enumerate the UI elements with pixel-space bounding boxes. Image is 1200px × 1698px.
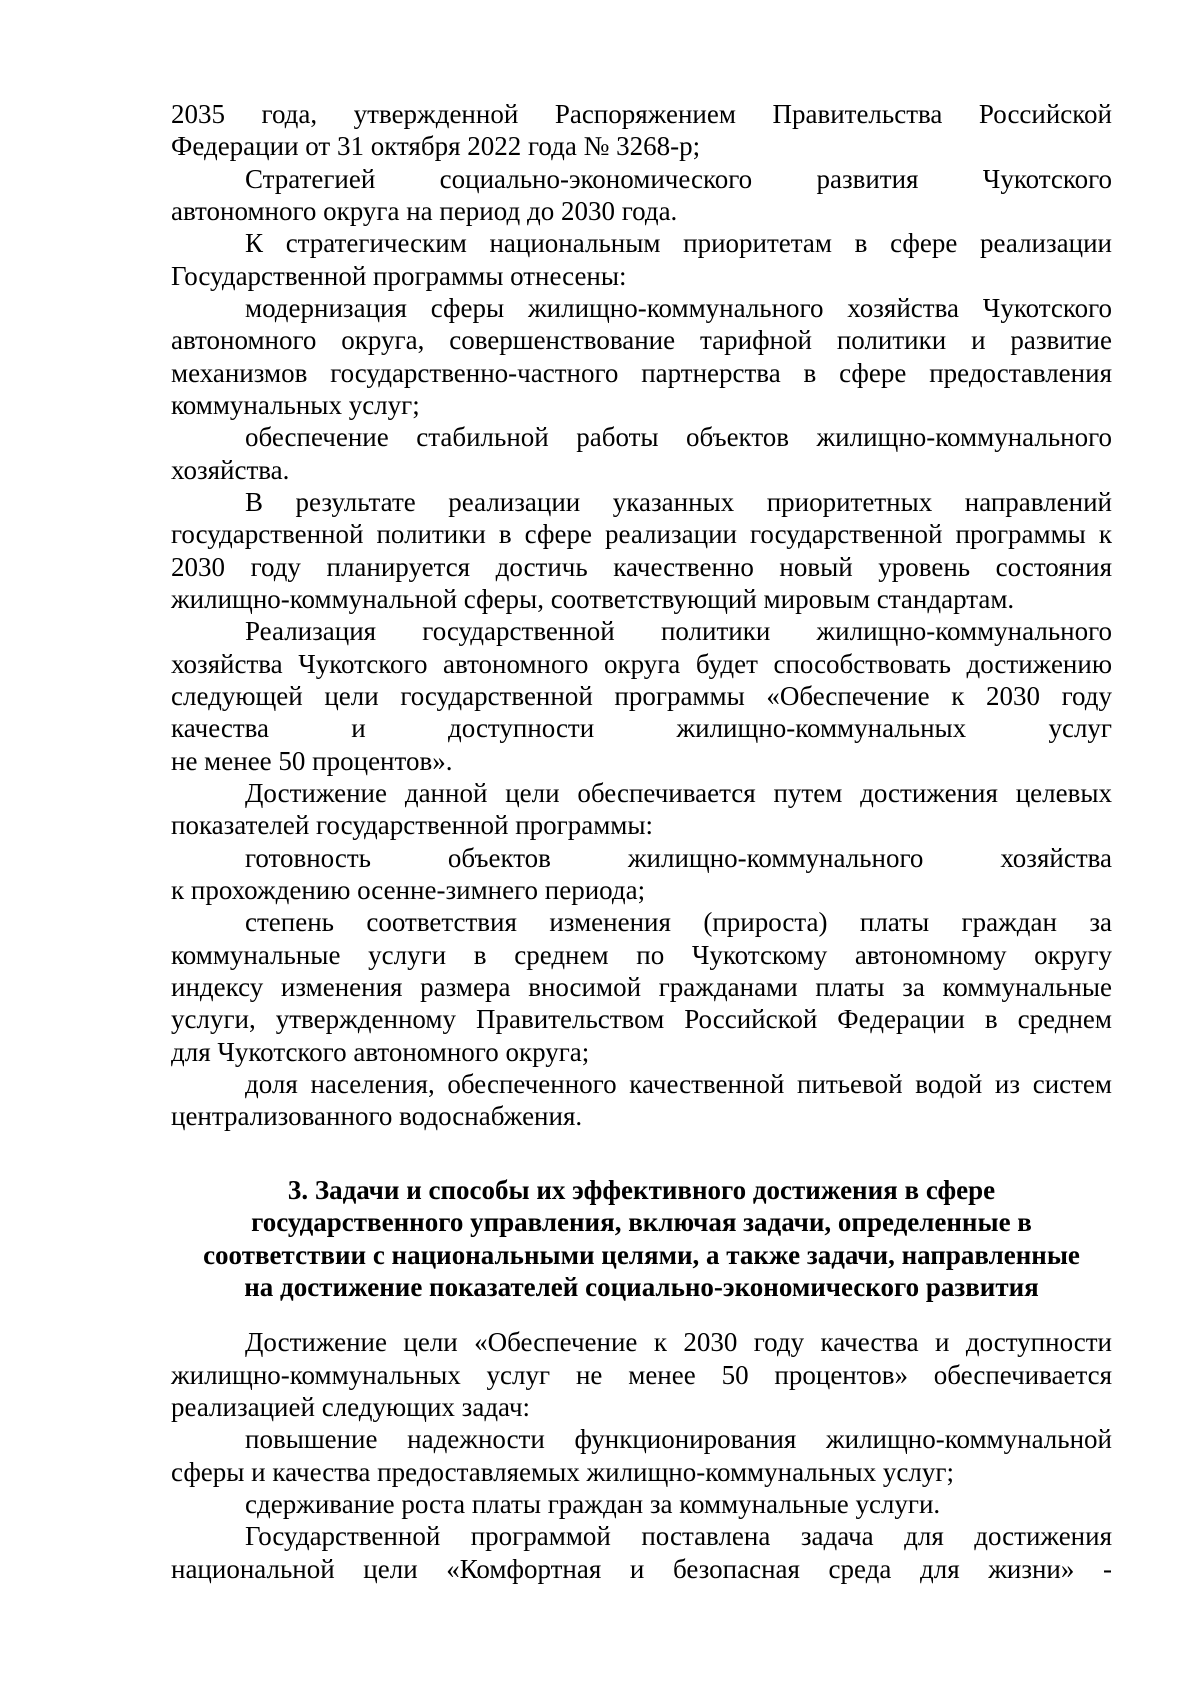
text-line: качества и доступности жилищно-коммунальных услуг <box>171 713 1112 743</box>
heading-line: на достижение показателей социально-экономического развития <box>244 1272 1039 1302</box>
text-line: хозяйства Чукотского автономного округа будет способствовать достижению <box>171 649 1112 679</box>
text-line: национальной цели «Комфортная и безопасная среда для жизни» - <box>171 1554 1112 1584</box>
text-line: Реализация государственной политики жилищно-коммунального <box>245 616 1112 646</box>
text-line: готовность объектов жилищно-коммунального хозяйства <box>245 843 1112 873</box>
text-line: автономного округа на период до 2030 года. <box>171 196 678 226</box>
text-line: 2035 года, утвержденной Распоряжением Правительства Российской <box>171 99 1112 129</box>
text-line: услуги, утвержденному Правительством Российской Федерации в среднем <box>171 1004 1112 1034</box>
text-line: Федерации от 31 октября 2022 года № 3268-р; <box>171 131 701 161</box>
text-line: государственной политики в сфере реализации государственной программы к <box>171 519 1112 549</box>
text-line: Стратегией социально-экономического развития Чукотского <box>245 164 1112 194</box>
text-line: повышение надежности функционирования жилищно-коммунальной <box>245 1424 1112 1454</box>
text-line: сдерживание роста платы граждан за коммунальные услуги. <box>245 1489 941 1519</box>
text-line: следующей цели государственной программы «Обеспечение к 2030 году <box>171 681 1112 711</box>
heading-line: соответствии с национальными целями, а также задачи, направленные <box>203 1240 1080 1270</box>
text-line: показателей государственной программы: <box>171 810 654 840</box>
text-line: централизованного водоснабжения. <box>171 1101 583 1131</box>
text-line: хозяйства. <box>171 455 290 485</box>
text-line: К стратегическим национальным приоритетам в сфере реализации <box>245 228 1112 258</box>
text-line: коммунальные услуги в среднем по Чукотскому автономному округу <box>171 940 1112 970</box>
text-line: автономного округа, совершенствование тарифной политики и развитие <box>171 325 1112 355</box>
text-line: Достижение данной цели обеспечивается путем достижения целевых <box>245 778 1112 808</box>
text-line: 2030 году планируется достичь качественно новый уровень состояния <box>171 552 1112 582</box>
text-line: Государственной программы отнесены: <box>171 261 627 291</box>
text-line: к прохождению осенне-зимнего периода; <box>171 875 646 905</box>
text-line: степень соответствия изменения (прироста) платы граждан за <box>245 907 1112 937</box>
text-line: Государственной программой поставлена задача для достижения <box>245 1521 1112 1551</box>
heading-line: государственного управления, включая задачи, определенные в <box>251 1207 1032 1237</box>
text-line: доля населения, обеспеченного качественной питьевой водой из систем <box>245 1069 1112 1099</box>
text-line: обеспечение стабильной работы объектов жилищно-коммунального <box>245 422 1112 452</box>
text-line: реализацией следующих задач: <box>171 1392 531 1422</box>
text-line: коммунальных услуг; <box>171 390 420 420</box>
heading-line: 3. Задачи и способы их эффективного достижения в сфере <box>287 1175 996 1205</box>
text-line: индексу изменения размера вносимой гражданами платы за коммунальные <box>171 972 1112 1002</box>
text-line: сферы и качества предоставляемых жилищно-коммунальных услуг; <box>171 1457 954 1487</box>
text-line: В результате реализации указанных приоритетных направлений <box>245 487 1112 517</box>
text-line: не менее 50 процентов». <box>171 746 453 776</box>
text-line: жилищно-коммунальных услуг не менее 50 процентов» обеспечивается <box>171 1360 1112 1390</box>
text-line: модернизация сферы жилищно-коммунального хозяйства Чукотского <box>245 293 1112 323</box>
text-line: жилищно-коммунальной сферы, соответствующий мировым стандартам. <box>171 584 1015 614</box>
text-line: для Чукотского автономного округа; <box>171 1037 590 1067</box>
text-line: Достижение цели «Обеспечение к 2030 году качества и доступности <box>245 1327 1112 1357</box>
text-line: механизмов государственно-частного партнерства в сфере предоставления <box>171 358 1112 388</box>
